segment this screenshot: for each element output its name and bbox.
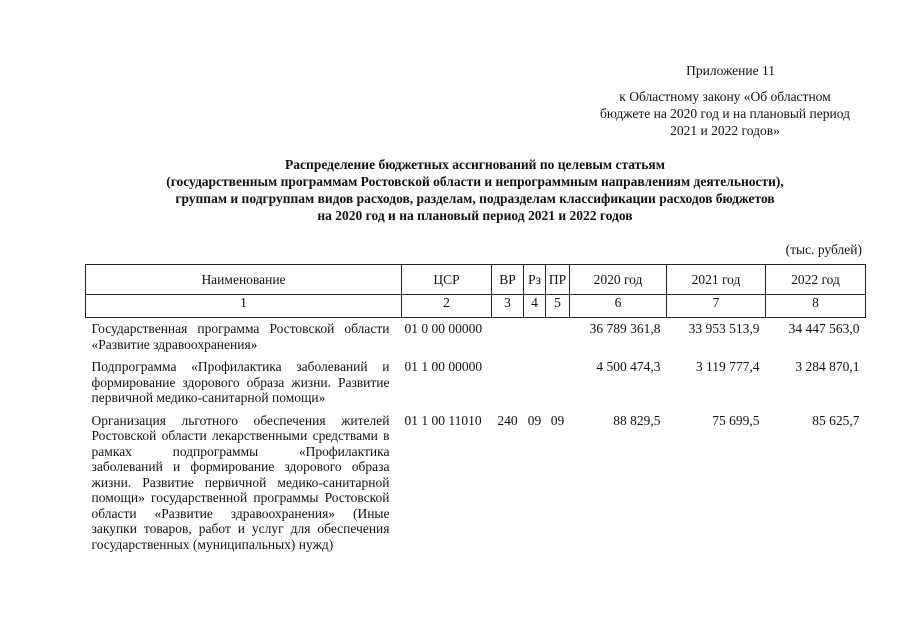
title-line: группам и подгруппам видов расходов, разделам, подразделам классификации расходов бюджетов xyxy=(175,191,775,206)
col-number: 6 xyxy=(570,295,667,318)
row-amount-2022: 85 625,7 xyxy=(812,412,860,428)
row-pr xyxy=(546,356,570,410)
row-vr xyxy=(492,318,524,357)
row-name: Подпрограмма «Профилактика заболеваний и формирование здорового образа жизни. Развитие первичной медико-санитарной помощи» xyxy=(91,359,390,405)
col-header-vr: ВР xyxy=(492,265,524,295)
law-reference: к Областному закону «Об областном бюджете на 2020 год и на плановый период 2021 и 2022 годов» xyxy=(600,89,850,138)
title-line: Распределение бюджетных ассигнований по целевым статьям xyxy=(285,157,665,172)
col-header-2021: 2021 год xyxy=(667,265,766,295)
appendix-number: Приложение 11 xyxy=(686,63,775,78)
col-header-pr: ПР xyxy=(546,265,570,295)
table-row xyxy=(86,356,866,410)
row-csr: 01 0 00 00000 xyxy=(404,321,483,336)
col-header-2022: 2022 год xyxy=(766,265,866,295)
row-pr xyxy=(546,318,570,357)
row-amount-2022: 34 447 563,0 xyxy=(788,321,860,336)
col-number: 2 xyxy=(402,295,492,318)
col-number: 7 xyxy=(667,295,766,318)
col-header-2020: 2020 год xyxy=(570,265,667,295)
row-csr: 01 1 00 11010 xyxy=(404,412,482,428)
row-csr: 01 1 00 00000 xyxy=(404,359,483,374)
col-number: 4 xyxy=(524,295,546,318)
row-name: Организация льготного обеспечения жителей Ростовской области лекарственными средствами в рамках подпрограммы «Профилактика заболеваний и формирование здорового образа жизни. Развитие первичной медико-санитарной помощи» государственной программы Ростовской области «Развитие здравоохранения» (Иные закупки товаров, работ и услуг для обеспечения государственных (муниципальных) нужд) xyxy=(91,412,390,552)
row-amount-2020: 4 500 474,3 xyxy=(596,359,661,374)
table-row xyxy=(86,410,866,557)
col-number: 3 xyxy=(492,295,524,318)
col-number: 5 xyxy=(546,295,570,318)
header-row xyxy=(86,265,866,295)
row-amount-2021: 33 953 513,9 xyxy=(688,321,760,336)
col-header-csr: ЦСР xyxy=(402,265,492,295)
budget-table xyxy=(85,264,866,556)
row-rz: 09 xyxy=(527,412,542,428)
row-name: Государственная программа Ростовской области «Развитие здравоохранения» xyxy=(91,321,390,352)
units-label: (тыс. рублей) xyxy=(785,242,862,257)
row-amount-2021: 75 699,5 xyxy=(712,412,760,428)
col-header-rz: Рз xyxy=(524,265,546,295)
col-header-name: Наименование xyxy=(86,265,402,295)
row-vr: 240 xyxy=(497,412,518,428)
column-number-row xyxy=(86,295,866,318)
title-line: на 2020 год и на плановый период 2021 и 2022 годов xyxy=(317,208,633,223)
row-amount-2021: 3 119 777,4 xyxy=(695,359,760,374)
row-amount-2022: 3 284 870,1 xyxy=(795,359,860,374)
row-amount-2020: 88 829,5 xyxy=(613,412,661,428)
row-rz xyxy=(524,318,546,357)
table-row xyxy=(86,318,866,357)
col-number: 1 xyxy=(86,295,402,318)
row-rz xyxy=(524,356,546,410)
row-vr xyxy=(492,356,524,410)
row-pr: 09 xyxy=(550,412,565,428)
col-number: 8 xyxy=(766,295,866,318)
title-line: (государственным программам Ростовской области и непрограммным направлениям деятельности), xyxy=(166,174,784,189)
row-amount-2020: 36 789 361,8 xyxy=(589,321,661,336)
document-title xyxy=(80,156,870,224)
